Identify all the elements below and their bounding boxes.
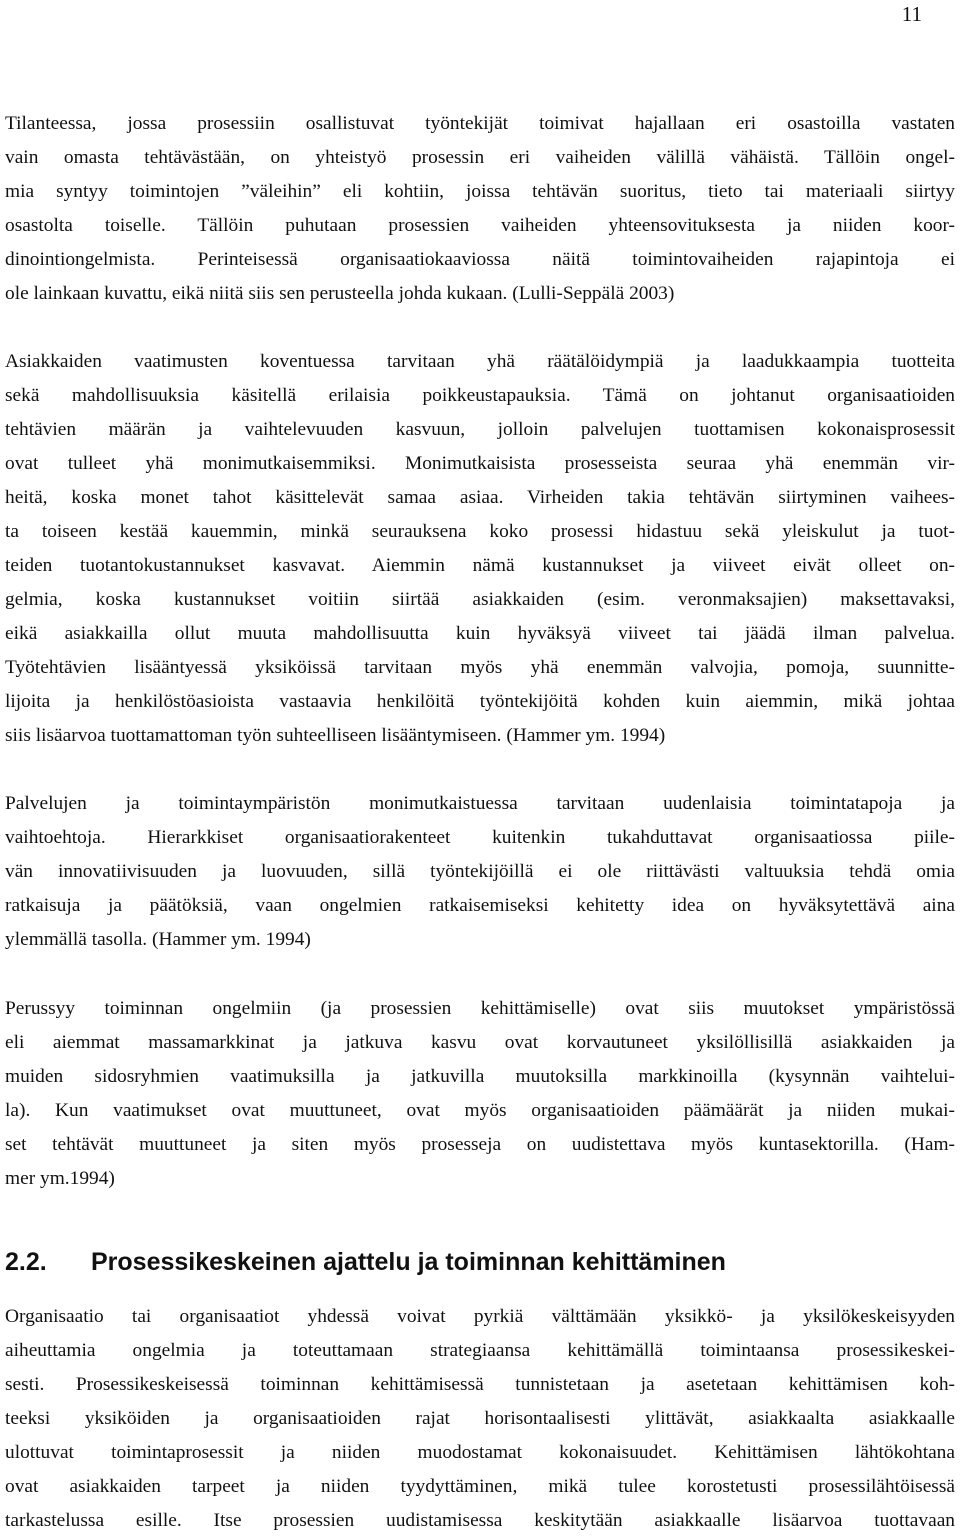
- paragraph-line: set tehtävät muuttuneet ja siten myös prosesseja on uudistettava myös kuntasektorilla. (Ham-: [5, 1134, 955, 1155]
- paragraph-line: ovat asiakkaiden tarpeet ja niiden tyydyttäminen, mikä tulee korostetusti prosessilähtöisessä: [5, 1476, 955, 1497]
- paragraph-line: tehtävien määrän ja vaihtelevuuden kasvuun, jolloin palvelujen tuottamisen kokonaisprosessit: [5, 419, 955, 440]
- paragraph-line: Tilanteessa, jossa prosessiin osallistuvat työntekijät toimivat hajallaan eri osastoilla vastaten: [5, 113, 955, 134]
- paragraph-line: aiheuttamia ongelmia ja toteuttamaan strategiaansa kehittämällä toimintaansa prosessikeskei-: [5, 1340, 955, 1361]
- paragraph-line: ulottuvat toimintaprosessit ja niiden muodostamat kokonaisuudet. Kehittämisen lähtökohtana: [5, 1442, 955, 1463]
- paragraph-line: Perussyy toiminnan ongelmiin (ja prosessien kehittämiselle) ovat siis muutokset ympäristössä: [5, 998, 955, 1019]
- paragraph-line: Organisaatio tai organisaatiot yhdessä voivat pyrkiä välttämään yksikkö- ja yksilökeskeisyyden: [5, 1306, 955, 1327]
- paragraph-line: dinointiongelmista. Perinteisessä organisaatiokaaviossa näitä toimintovaiheiden rajapintoja ei: [5, 249, 955, 270]
- paragraph-line: siis lisäarvoa tuottamattoman työn suhteelliseen lisääntymiseen. (Hammer ym. 1994): [5, 725, 666, 746]
- paragraph-line: ole lainkaan kuvattu, eikä niitä siis sen perusteella johda kukaan. (Lulli-Seppälä 2003): [5, 283, 675, 304]
- paragraph-line: sekä mahdollisuuksia käsitellä erilaisia poikkeustapauksia. Tämä on johtanut organisaatioiden: [5, 385, 955, 406]
- paragraph-line: ta toiseen kestää kauemmin, minkä seurauksena koko prosessi hidastuu sekä yleiskulut ja tuot-: [5, 521, 955, 542]
- page-number: 11: [901, 2, 922, 26]
- paragraph-line: Palvelujen ja toimintaympäristön monimutkaistuessa tarvitaan uudenlaisia toimintatapoja ja: [5, 793, 955, 814]
- paragraph-line: teeksi yksiköiden ja organisaatioiden rajat horisontaalisesti ylittävät, asiakkaalta asiakkaalle: [5, 1408, 955, 1429]
- paragraph-line: Asiakkaiden vaatimusten koventuessa tarvitaan yhä räätälöidympiä ja laadukkaampia tuotteita: [5, 351, 955, 372]
- paragraph-line: Työtehtävien lisääntyessä yksiköissä tarvitaan myös yhä enemmän valvojia, pomoja, suunnitte-: [5, 657, 955, 678]
- paragraph-line: lijoita ja henkilöstöasioista vastaavia henkilöitä työntekijöitä kohden kuin aiemmin, mikä johtaa: [5, 691, 955, 712]
- paragraph-line: vaihtoehtoja. Hierarkkiset organisaatiorakenteet kuitenkin tukahduttavat organisaatiossa piile-: [5, 827, 955, 848]
- paragraph-line: heitä, koska monet tahot käsittelevät samaa asiaa. Virheiden takia tehtävän siirtyminen vaihees-: [5, 487, 955, 508]
- section-heading: [5, 1247, 955, 1281]
- paragraph-line: la). Kun vaatimukset ovat muuttuneet, ovat myös organisaatioiden päämäärät ja niiden mukai-: [5, 1100, 955, 1121]
- paragraph-line: ovat tulleet yhä monimutkaisemmiksi. Monimutkaisista prosesseista seuraa yhä enemmän vir-: [5, 453, 955, 474]
- paragraph-line: vain omasta tehtävästään, on yhteistyö prosessin eri vaiheiden välillä vähäistä. Tällöin ongel-: [5, 147, 955, 168]
- paragraph-line: tarkastelussa esille. Itse prosessien uudistamisessa keskitytään asiakkaalle lisäarvoa tuottavaan: [5, 1510, 955, 1531]
- paragraph-line: osastolta toiselle. Tällöin puhutaan prosessien vaiheiden yhteensovituksesta ja niiden koor-: [5, 215, 955, 236]
- paragraph-line: mia syntyy toimintojen ”väleihin” eli kohtiin, joissa tehtävän suoritus, tieto tai materiaali siirtyy: [5, 181, 955, 202]
- paragraph-line: eikä asiakkailla ollut muuta mahdollisuutta kuin hyväksyä viiveet tai jäädä ilman palvelua.: [5, 623, 955, 644]
- section-title: Prosessikeskeinen ajattelu ja toiminnan kehittäminen: [91, 1248, 726, 1276]
- paragraph-line: ylemmällä tasolla. (Hammer ym. 1994): [5, 929, 311, 950]
- paragraph-line: sesti. Prosessikeskeisessä toiminnan kehittämisessä tunnistetaan ja asetetaan kehittämisen koh-: [5, 1374, 955, 1395]
- paragraph-line: muiden sidosryhmien vaatimuksilla ja jatkuvilla muutoksilla markkinoilla (kysynnän vaihtelui-: [5, 1066, 955, 1087]
- paragraph-line: gelmia, koska kustannukset voitiin siirtää asiakkaiden (esim. veronmaksajien) maksettavaksi,: [5, 589, 955, 610]
- paragraph-line: eli aiemmat massamarkkinat ja jatkuva kasvu ovat korvautuneet yksilöllisillä asiakkaiden ja: [5, 1032, 955, 1053]
- paragraph-line: ratkaisuja ja päätöksiä, vaan ongelmien ratkaisemiseksi kehitetty idea on hyväksytettävä aina: [5, 895, 955, 916]
- paragraph-line: mer ym.1994): [5, 1168, 115, 1189]
- paragraph-line: vän innovatiivisuuden ja luovuuden, sillä työntekijöillä ei ole riittävästi valtuuksia tehdä omia: [5, 861, 955, 882]
- paragraph-line: teiden tuotantokustannukset kasvavat. Aiemmin nämä kustannukset ja viiveet eivät olleet on-: [5, 555, 955, 576]
- section-number: 2.2.: [5, 1248, 47, 1276]
